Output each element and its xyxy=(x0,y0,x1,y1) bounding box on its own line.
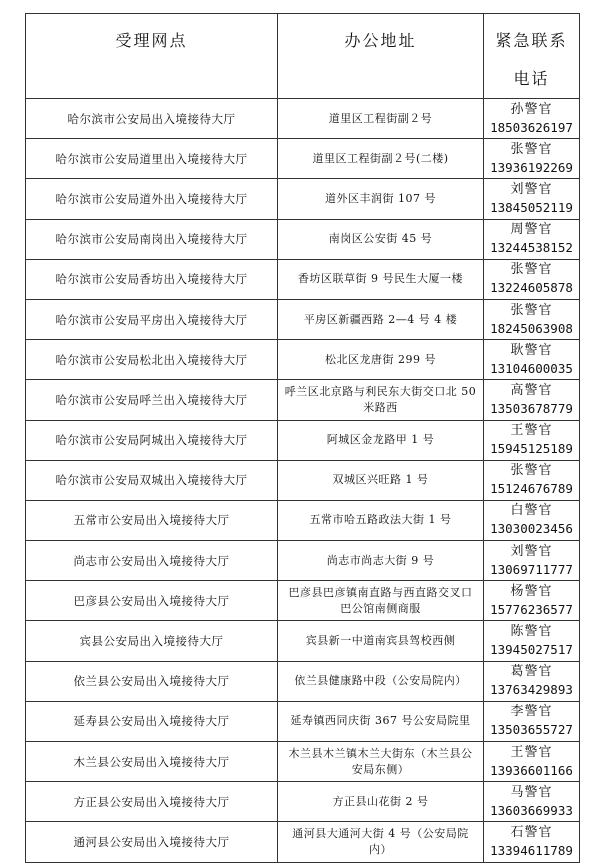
phone-number: 13224605878 xyxy=(490,280,573,296)
phone-number: 13030023456 xyxy=(490,521,573,537)
office-cell: 哈尔滨市公安局南岗出入境接待大厅 xyxy=(26,219,278,259)
contact-cell xyxy=(484,99,580,139)
contact-cell xyxy=(484,340,580,380)
phone-number: 18245063908 xyxy=(490,320,573,336)
phone-number: 13603669933 xyxy=(490,802,573,818)
phone-number: 15124676789 xyxy=(490,481,573,497)
phone-number: 18503626197 xyxy=(490,119,573,135)
table-row xyxy=(26,701,580,741)
officer-name: 刘警官 xyxy=(510,543,553,559)
office-cell: 哈尔滨市公安局双城出入境接待大厅 xyxy=(26,460,278,500)
phone-number: 15945125189 xyxy=(490,441,573,457)
header-contact-line2: 电话 xyxy=(513,69,550,88)
office-cell: 哈尔滨市公安局出入境接待大厅 xyxy=(26,99,278,139)
header-row xyxy=(26,14,580,99)
table-row xyxy=(26,581,580,621)
table-row xyxy=(26,500,580,540)
phone-number: 13503678779 xyxy=(490,400,573,416)
address-cell: 平房区新疆西路 2—4 号 4 楼 xyxy=(278,299,484,339)
contact-table xyxy=(25,13,580,863)
contact-cell xyxy=(484,581,580,621)
office-cell: 哈尔滨市公安局道外出入境接待大厅 xyxy=(26,179,278,219)
office-cell: 木兰县公安局出入境接待大厅 xyxy=(26,742,278,782)
officer-name: 张警官 xyxy=(510,302,553,318)
address-cell: 阿城区金龙路甲 1 号 xyxy=(278,420,484,460)
table-row xyxy=(26,299,580,339)
officer-name: 孙警官 xyxy=(510,101,553,117)
office-cell: 哈尔滨市公安局松北出入境接待大厅 xyxy=(26,340,278,380)
contact-cell xyxy=(484,701,580,741)
contact-cell xyxy=(484,179,580,219)
contact-cell xyxy=(484,299,580,339)
table-row xyxy=(26,621,580,661)
table-row xyxy=(26,420,580,460)
phone-number: 15776236577 xyxy=(490,601,573,617)
phone-number: 13936601166 xyxy=(490,762,573,778)
office-cell: 方正县公安局出入境接待大厅 xyxy=(26,782,278,822)
officer-name: 周警官 xyxy=(510,222,553,238)
officer-name: 李警官 xyxy=(510,704,553,720)
address-cell: 木兰县木兰镇木兰大街东（木兰县公安局东侧） xyxy=(278,742,484,782)
contact-cell xyxy=(484,742,580,782)
office-cell: 哈尔滨市公安局道里出入境接待大厅 xyxy=(26,139,278,179)
contact-cell xyxy=(484,460,580,500)
officer-name: 高警官 xyxy=(510,382,553,398)
officer-name: 王警官 xyxy=(510,744,553,760)
table-row xyxy=(26,139,580,179)
table-row xyxy=(26,742,580,782)
phone-number: 13936192269 xyxy=(490,159,573,175)
contact-cell xyxy=(484,661,580,701)
table-row xyxy=(26,99,580,139)
table-row xyxy=(26,259,580,299)
header-office: 受理网点 xyxy=(26,14,278,99)
phone-number: 13104600035 xyxy=(490,360,573,376)
contact-cell xyxy=(484,259,580,299)
address-cell: 道里区工程街副２号 xyxy=(278,99,484,139)
office-cell: 哈尔滨市公安局香坊出入境接待大厅 xyxy=(26,259,278,299)
address-cell: 双城区兴旺路 1 号 xyxy=(278,460,484,500)
contact-cell xyxy=(484,420,580,460)
table-row xyxy=(26,380,580,420)
officer-name: 石警官 xyxy=(510,824,553,840)
contact-cell xyxy=(484,782,580,822)
officer-name: 白警官 xyxy=(510,503,553,519)
officer-name: 张警官 xyxy=(510,141,553,157)
address-cell: 道外区丰润街 107 号 xyxy=(278,179,484,219)
officer-name: 葛警官 xyxy=(510,664,553,680)
header-address: 办公地址 xyxy=(278,14,484,99)
address-cell: 呼兰区北京路与利民东大街交口北 50 米路西 xyxy=(278,380,484,420)
contact-cell xyxy=(484,822,580,862)
contact-cell xyxy=(484,139,580,179)
officer-name: 王警官 xyxy=(510,423,553,439)
officer-name: 耿警官 xyxy=(510,342,553,358)
address-cell: 五常市哈五路政法大街 1 号 xyxy=(278,500,484,540)
address-cell: 依兰县健康路中段（公安局院内） xyxy=(278,661,484,701)
address-cell: 通河县大通河大街 4 号（公安局院内） xyxy=(278,822,484,862)
officer-name: 马警官 xyxy=(510,784,553,800)
phone-number: 13763429893 xyxy=(490,682,573,698)
officer-name: 刘警官 xyxy=(510,181,553,197)
table-row xyxy=(26,782,580,822)
table-row xyxy=(26,340,580,380)
address-cell: 巴彦县巴彦镇南直路与西直路交叉口巴公馆南侧商服 xyxy=(278,581,484,621)
contact-cell xyxy=(484,621,580,661)
table-row xyxy=(26,822,580,862)
phone-number: 13244538152 xyxy=(490,240,573,256)
table-row xyxy=(26,541,580,581)
contact-cell xyxy=(484,541,580,581)
office-cell: 巴彦县公安局出入境接待大厅 xyxy=(26,581,278,621)
office-cell: 依兰县公安局出入境接待大厅 xyxy=(26,661,278,701)
phone-number: 13845052119 xyxy=(490,199,573,215)
address-cell: 延寿镇西同庆街 367 号公安局院里 xyxy=(278,701,484,741)
office-cell: 五常市公安局出入境接待大厅 xyxy=(26,500,278,540)
contact-cell xyxy=(484,219,580,259)
address-cell: 南岗区公安街 45 号 xyxy=(278,219,484,259)
officer-name: 陈警官 xyxy=(510,624,553,640)
table-row xyxy=(26,179,580,219)
table-row xyxy=(26,661,580,701)
address-cell: 香坊区联草街 9 号民生大厦一楼 xyxy=(278,259,484,299)
phone-number: 13394611789 xyxy=(490,842,573,858)
address-cell: 方正县山花街 2 号 xyxy=(278,782,484,822)
phone-number: 13503655727 xyxy=(490,722,573,738)
office-cell: 哈尔滨市公安局平房出入境接待大厅 xyxy=(26,299,278,339)
office-cell: 哈尔滨市公安局阿城出入境接待大厅 xyxy=(26,420,278,460)
office-cell: 宾县公安局出入境接待大厅 xyxy=(26,621,278,661)
office-cell: 哈尔滨市公安局呼兰出入境接待大厅 xyxy=(26,380,278,420)
officer-name: 张警官 xyxy=(510,262,553,278)
table-row xyxy=(26,219,580,259)
office-cell: 尚志市公安局出入境接待大厅 xyxy=(26,541,278,581)
address-cell: 道里区工程街副２号(二楼) xyxy=(278,139,484,179)
address-cell: 尚志市尚志大街 9 号 xyxy=(278,541,484,581)
officer-name: 张警官 xyxy=(510,463,553,479)
office-cell: 延寿县公安局出入境接待大厅 xyxy=(26,701,278,741)
address-cell: 松北区龙唐街 299 号 xyxy=(278,340,484,380)
header-contact xyxy=(484,14,580,99)
contact-cell xyxy=(484,500,580,540)
table-row xyxy=(26,460,580,500)
office-cell: 通河县公安局出入境接待大厅 xyxy=(26,822,278,862)
header-contact-line1: 紧急联系 xyxy=(495,31,568,50)
phone-number: 13945027517 xyxy=(490,642,573,658)
phone-number: 13069711777 xyxy=(490,561,573,577)
address-cell: 宾县新一中道南宾县驾校西侧 xyxy=(278,621,484,661)
contact-cell xyxy=(484,380,580,420)
officer-name: 杨警官 xyxy=(510,583,553,599)
